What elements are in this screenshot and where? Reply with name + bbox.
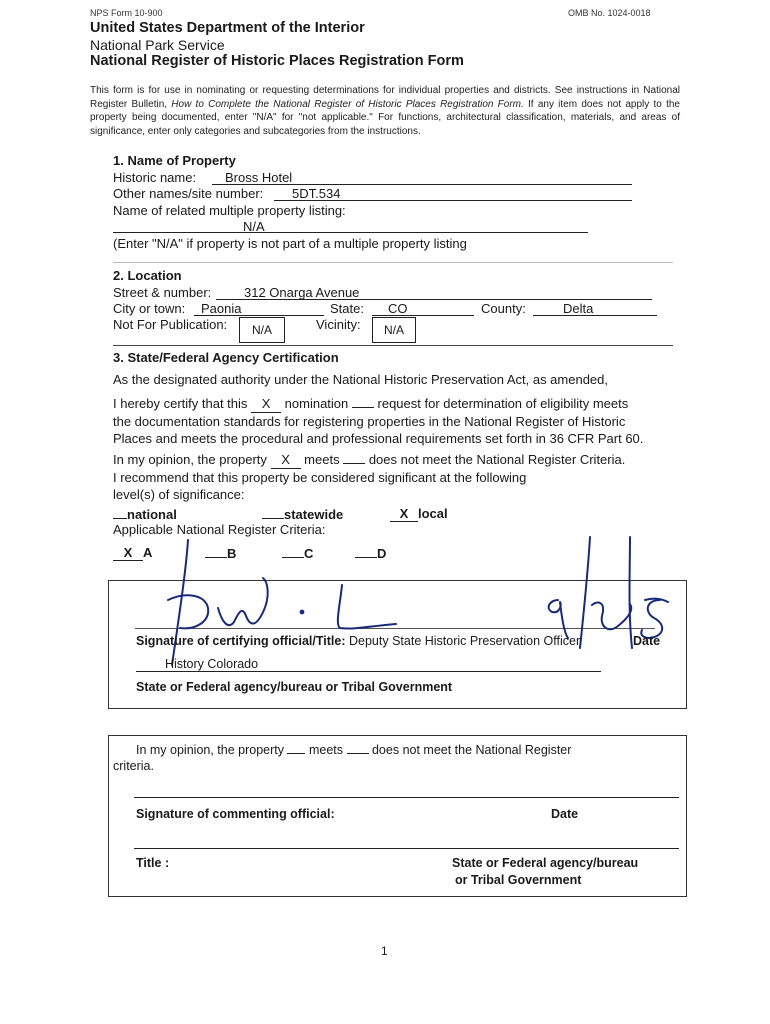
- opinion-text-a: In my opinion, the property: [113, 452, 267, 467]
- request-blank[interactable]: [352, 395, 374, 408]
- related-listing-value[interactable]: N/A: [243, 219, 265, 234]
- criterion-a-label: A: [143, 545, 153, 560]
- certify-text-b: nomination: [284, 396, 349, 411]
- certification-line1: [113, 395, 673, 413]
- criterion-b-label: B: [227, 546, 237, 561]
- commenting-title-label: Title :: [136, 856, 170, 870]
- commenting-agency-line2: or Tribal Government: [455, 873, 582, 887]
- instructions-part2: If any item does not apply to the property being documented, enter "N/A" for "not applicable." For functions, architectural classification, materials, and areas of significance, enter only categories and subcategories from the instructions.: [90, 98, 680, 137]
- commenting-title-line[interactable]: [134, 848, 679, 849]
- instructions-paragraph: [90, 84, 680, 138]
- not-for-publication-label: Not For Publication:: [113, 317, 228, 332]
- commenting-not-meet-blank[interactable]: [347, 742, 369, 754]
- other-names-label: Other names/site number:: [113, 186, 264, 201]
- meets-checkmark[interactable]: X: [271, 451, 301, 469]
- criterion-a-checkmark: X: [113, 545, 143, 561]
- level-national[interactable]: [113, 506, 177, 522]
- other-names-value[interactable]: 5DT.534: [292, 186, 341, 201]
- county-label: County:: [481, 301, 526, 316]
- does-not-meet-blank[interactable]: [343, 451, 365, 464]
- certifying-date-label: Date: [633, 634, 661, 648]
- organization-line: [136, 671, 601, 672]
- commenting-opinion: [136, 742, 571, 757]
- multiple-listing-note: (Enter "N/A" if property is not part of a multiple property listing: [113, 236, 467, 251]
- commenting-date-label: Date: [551, 807, 579, 821]
- related-listing-label: Name of related multiple property listing:: [113, 203, 346, 218]
- commenting-agency-line1: State or Federal agency/bureau: [452, 856, 639, 870]
- form-title: National Register of Historic Places Registration Form: [90, 53, 464, 69]
- state-label: State:: [330, 301, 364, 316]
- omb-number: OMB No. 1024-0018: [568, 8, 651, 18]
- nomination-checkmark[interactable]: X: [251, 395, 281, 413]
- level-national-label: national: [127, 507, 177, 522]
- state-value[interactable]: CO: [388, 301, 408, 316]
- street-label: Street & number:: [113, 285, 212, 300]
- historic-name-label: Historic name:: [113, 170, 197, 185]
- vicinity-box[interactable]: N/A: [372, 317, 416, 343]
- certification-statement: [113, 395, 673, 447]
- section1-heading: 1. Name of Property: [113, 153, 236, 168]
- certify-text-a: I hereby certify that this: [113, 396, 248, 411]
- handwritten-date: [548, 600, 552, 601]
- commenting-signature-label: Signature of commenting official:: [136, 807, 335, 821]
- city-label: City or town:: [113, 301, 186, 316]
- certifying-signature-label: Signature of certifying official/Title:: [136, 634, 346, 648]
- commenting-opinion-a: In my opinion, the property: [136, 743, 284, 757]
- related-listing-line: [113, 232, 588, 233]
- commenting-signature-line[interactable]: [134, 797, 679, 798]
- instructions-part1: This form is for use in nominating or requesting determinations for individual properties and districts. See instructions in National Register Bulletin,: [90, 85, 680, 110]
- certification-line3: Places and meets the procedural and professional requirements set forth in 36 CFR Part 60.: [113, 431, 644, 446]
- commenting-meets-blank[interactable]: [287, 742, 305, 754]
- level-statewide-label: statewide: [284, 507, 344, 522]
- county-line: [533, 315, 657, 316]
- section2-heading: 2. Location: [113, 268, 182, 283]
- criterion-a[interactable]: [113, 545, 152, 561]
- vicinity-label: Vicinity:: [316, 317, 361, 332]
- service-name: National Park Service: [90, 37, 225, 53]
- opinion-statement: [113, 451, 673, 503]
- criteria-label: Applicable National Register Criteria:: [113, 522, 326, 537]
- authority-statement: As the designated authority under the National Historic Preservation Act, as amended,: [113, 372, 609, 387]
- level-statewide[interactable]: [262, 506, 343, 522]
- opinion-line1: [113, 451, 673, 469]
- recommend-line1: I recommend that this property be considered significant at the following: [113, 470, 527, 485]
- certifying-official-title[interactable]: Deputy State Historic Preservation Officer: [349, 634, 581, 648]
- certify-text-c: request for determination of eligibility meets: [377, 396, 629, 411]
- local-checkmark: X: [390, 506, 418, 522]
- criterion-c-label: C: [304, 546, 314, 561]
- handwritten-signature: [160, 530, 680, 670]
- commenting-opinion-c: does not meet the National Register: [371, 743, 572, 757]
- section-divider: [113, 345, 673, 346]
- opinion-text-c: does not meet the National Register Criteria.: [368, 452, 626, 467]
- organization-value[interactable]: History Colorado: [165, 657, 259, 671]
- commenting-opinion-line2: criteria.: [113, 759, 154, 773]
- street-value[interactable]: 312 Onarga Avenue: [244, 285, 360, 300]
- historic-name-value[interactable]: Bross Hotel: [225, 170, 293, 185]
- city-value[interactable]: Paonia: [201, 301, 242, 316]
- bulletin-title: How to Complete the National Register of Historic Places Registration Form.: [171, 98, 524, 110]
- certifying-signature-row: [136, 634, 580, 648]
- agency-name: United States Department of the Interior: [90, 20, 365, 36]
- organization-label: State or Federal agency/bureau or Tribal Government: [136, 680, 453, 694]
- form-number: NPS Form 10-900: [90, 8, 163, 18]
- county-value[interactable]: Delta: [563, 301, 594, 316]
- certification-line2: the documentation standards for registering properties in the National Register of Historic: [113, 414, 626, 429]
- section-divider: [113, 262, 673, 263]
- not-for-publication-box[interactable]: N/A: [239, 317, 285, 343]
- section3-heading: 3. State/Federal Agency Certification: [113, 350, 339, 365]
- commenting-opinion-b: meets: [308, 743, 344, 757]
- page-number: 1: [381, 944, 388, 958]
- recommend-line2: level(s) of significance:: [113, 487, 245, 502]
- level-local[interactable]: [390, 506, 448, 522]
- opinion-text-b: meets: [304, 452, 340, 467]
- criterion-d-label: D: [377, 546, 387, 561]
- level-local-label: local: [418, 506, 448, 521]
